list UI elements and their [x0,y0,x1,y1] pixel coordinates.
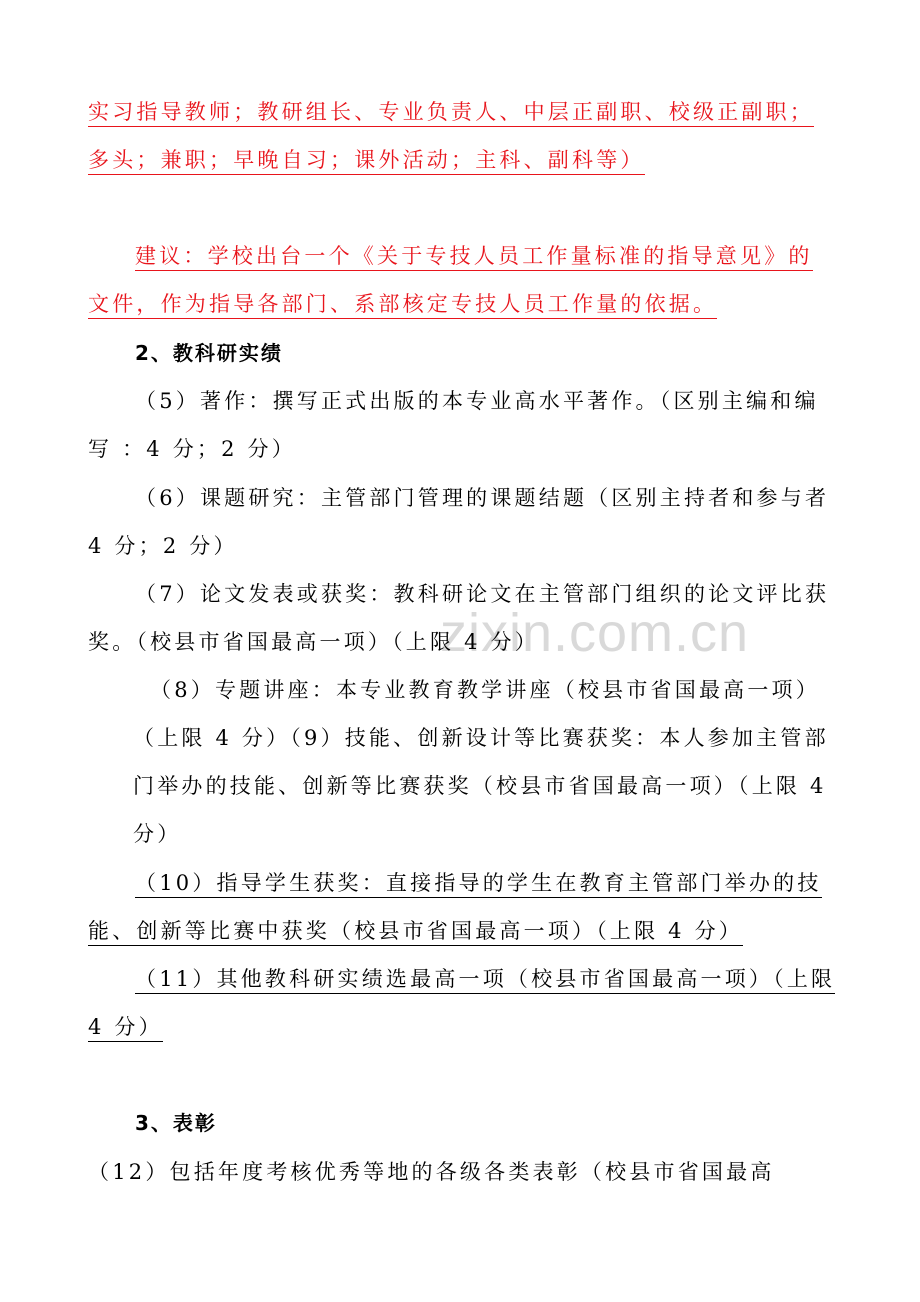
item-8-line-1: （8）专题讲座：本专业教育教学讲座（校县市省国最高一项） [150,678,820,702]
item-5-line-2: 写 ：4 分；2 分） [88,437,296,461]
section-heading-research: 2、教科研实绩 [135,341,283,365]
item-10-line-1: （10）指导学生获奖：直接指导的学生在教育主管部门举办的技 [135,868,822,898]
item-10-line-2: 能、创新等比赛中获奖（校县市省国最高一项）（上限 4 分） [88,916,743,946]
red-paragraph-line-1: 实习指导教师；教研组长、专业负责人、中层正副职、校级正副职； [88,97,814,127]
red-paragraph-line-2: 多头；兼职；早晚自习；课外活动；主科、副科等） [88,145,645,175]
item-11-line-2: 4 分） [88,1012,163,1042]
watermark: zixin.com.cn [440,603,750,663]
item-5-line-1: （5）著作：撰写正式出版的本专业高水平著作。（区别主编和编 [135,389,819,413]
item-9-line-3: 分） [133,822,182,846]
item-7-line-2: 奖。（校县市省国最高一项）（上限 4 分） [88,630,539,654]
item-7-line-1: （7）论文发表或获奖：教科研论文在主管部门组织的论文评比获 [135,582,830,606]
item-9-line-2: 门举办的技能、创新等比赛获奖（校县市省国最高一项）（上限 4 [133,774,827,798]
suggestion-line-2: 文件，作为指导各部门、系部核定专技人员工作量的依据。 [88,289,717,319]
item-11-line-1: （11）其他教科研实绩选最高一项（校县市省国最高一项）（上限 [135,964,835,994]
item-12-line-1: （12）包括年度考核优秀等地的各级各类表彰（校县市省国最高 [88,1160,775,1184]
section-heading-commendation: 3、表彰 [135,1111,217,1135]
suggestion-line-1: 建议：学校出台一个《关于专技人员工作量标准的指导意见》的 [135,241,813,271]
item-8-line-2: （上限 4 分）（9）技能、创新设计等比赛获奖：本人参加主管部 [133,726,829,750]
item-6-line-2: 4 分；2 分） [88,534,238,558]
item-6-line-1: （6）课题研究：主管部门管理的课题结题（区别主持者和参与者 [135,486,830,510]
